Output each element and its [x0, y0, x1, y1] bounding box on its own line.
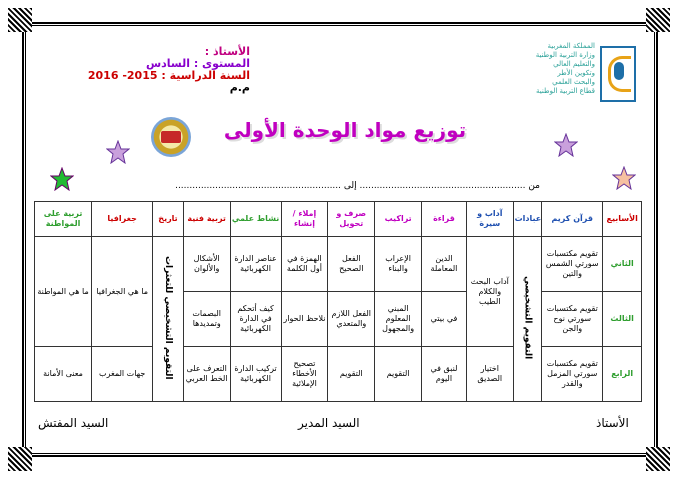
distribution-table	[34, 201, 642, 402]
ministry-line: وزارة التربية الوطنية	[535, 51, 595, 59]
sarf-cell: الفعل الصحيح	[328, 237, 375, 292]
header-ibadat: عبادات	[513, 202, 542, 237]
period-line	[150, 181, 540, 191]
imla-cell: تصحيح الأخطاء الإملائية	[281, 347, 328, 402]
ministry-text	[490, 42, 595, 96]
table-row	[35, 237, 642, 292]
art-cell: البصمات وتمديدها	[183, 292, 230, 347]
corner-ornament-top-right	[646, 8, 670, 32]
header-geography: جغرافيا	[92, 202, 153, 237]
geography-cell: جهات المغرب	[92, 347, 153, 402]
ministry-line: والبحث العلمي	[552, 78, 595, 86]
header-weeks: الأسابيع	[603, 202, 642, 237]
reading-cell: الدين المعاملة	[422, 237, 467, 292]
header-art: تربية فنية	[183, 202, 230, 237]
art-cell: التعرف على الخط العربي	[183, 347, 230, 402]
history-cell	[153, 237, 184, 402]
page-title: توزيع مواد الوحدة الأولى	[223, 118, 467, 142]
science-cell: كيف أتحكم في الدارة الكهربائية	[230, 292, 281, 347]
tarakib-cell: التقويم	[375, 347, 422, 402]
header-sarf: صرف و تحويل	[328, 202, 375, 237]
inspector-signature-label: السيد المفتش	[38, 416, 109, 430]
ibadat-text: التقويم التشخيصي	[522, 275, 533, 360]
header-row	[35, 202, 642, 237]
ministry-logo	[600, 46, 636, 102]
ministry-line: قطاع التربية الوطنية	[536, 87, 595, 95]
ministry-line: والتعليم العالي	[553, 60, 595, 68]
corner-ornament-top-left	[8, 8, 32, 32]
citizenship-cell: ما هي المواطنة	[35, 237, 92, 347]
star-icon	[106, 140, 130, 164]
reading-cell: لنبق في اليوم	[422, 347, 467, 402]
science-cell: عناصر الدارة الكهربائية	[230, 237, 281, 292]
header-reading: قراءة	[422, 202, 467, 237]
school-label: م.م	[229, 81, 250, 94]
ibadat-cell	[513, 237, 542, 402]
corner-ornament-bottom-right	[646, 447, 670, 471]
ministry-line: المملكة المغربية	[547, 42, 595, 50]
table-row	[35, 347, 642, 402]
tarakib-cell: الإعراب والبناء	[375, 237, 422, 292]
star-icon	[612, 166, 636, 190]
adab-cell: اختيار الصديق	[466, 347, 513, 402]
imla-cell: الهمزة في أول الكلمة	[281, 237, 328, 292]
geography-cell: ما هي الجغرافيا	[92, 237, 153, 347]
teacher-label: الأستاذ :	[204, 45, 250, 58]
week-cell: الثاني	[603, 237, 642, 292]
header-tarakib: تراكيب	[375, 202, 422, 237]
header-science: نشاط علمي	[230, 202, 281, 237]
ministry-line: وتكوين الأطر	[557, 69, 595, 77]
star-icon	[554, 133, 578, 157]
week-cell: الرابع	[603, 347, 642, 402]
header-adab: آداب و سيرة	[466, 202, 513, 237]
period-from: من	[528, 181, 540, 191]
level-label: المستوى : السادس	[145, 57, 250, 70]
sarf-cell: الفعل اللازم والمتعدي	[328, 292, 375, 347]
period-to-dots: ..........................................................	[175, 181, 342, 191]
teacher-signature-label: الأستاذ	[596, 416, 629, 430]
tarakib-cell: المبني المعلوم والمجهول	[375, 292, 422, 347]
period-from-dots: ..........................................................	[359, 181, 526, 191]
quran-cell: تقويم مكتسبات سورتي الشمس والتين	[542, 237, 603, 292]
header-citizenship: تربية على المواطنة	[35, 202, 92, 237]
book-emblem-icon	[151, 117, 191, 157]
year-label: السنة الدراسية : 2015- 2016	[87, 69, 250, 82]
header-quran: قرآن كريم	[542, 202, 603, 237]
quran-cell: تقويم مكتسبات سورتي نوح والجن	[542, 292, 603, 347]
sarf-cell: التقويم	[328, 347, 375, 402]
quran-cell: تقويم مكتسبات سورتي المزمل والقدر	[542, 347, 603, 402]
star-icon	[50, 167, 74, 191]
week-cell: الثالث	[603, 292, 642, 347]
imla-cell: نلاحظ الحوار	[281, 292, 328, 347]
director-signature-label: السيد المدير	[298, 416, 360, 430]
citizenship-cell: معنى الأمانة	[35, 347, 92, 402]
period-to: إلى	[343, 181, 357, 191]
adab-cell: آداب البحث والكلام الطيب	[466, 237, 513, 347]
reading-cell: في بيتي	[422, 292, 467, 347]
art-cell: الأشكال والألوان	[183, 237, 230, 292]
header-imla: إملاء / إنشاء	[281, 202, 328, 237]
history-text: التقويم التشخيصي للتعثرات	[162, 255, 173, 380]
science-cell: تركيب الدارة الكهربائية	[230, 347, 281, 402]
teacher-info	[87, 45, 250, 94]
header-history: تاريخ	[153, 202, 184, 237]
corner-ornament-bottom-left	[8, 447, 32, 471]
